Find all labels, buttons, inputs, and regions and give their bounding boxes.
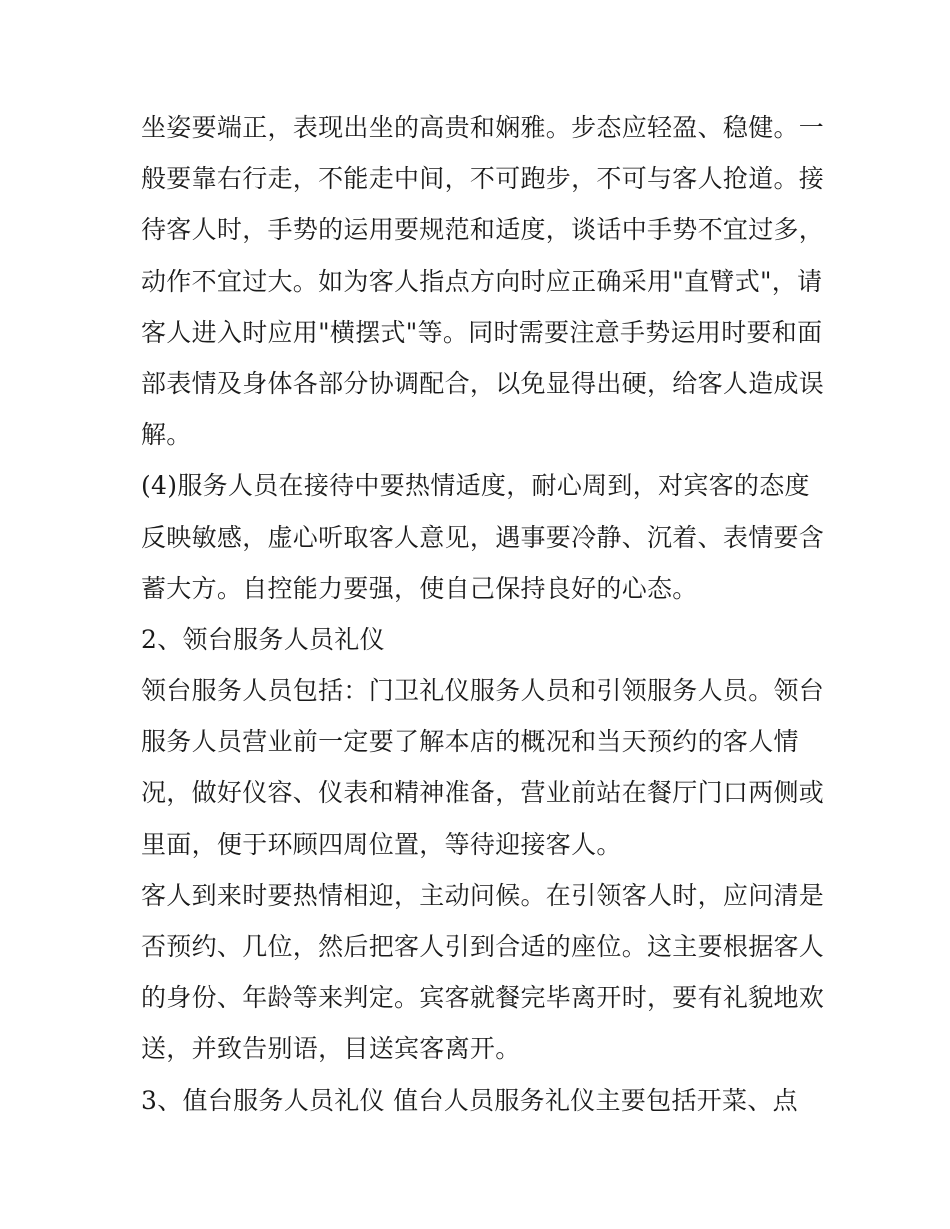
text-line: (4)服务人员在接待中要热情适度，耐心周到，对宾客的态度 bbox=[141, 471, 810, 501]
text-line: 里面，便于环顾四周位置，等待迎接客人。 bbox=[141, 829, 622, 859]
text-line: 蓄大方。自控能力要强，使自己保持良好的心态。 bbox=[141, 573, 698, 603]
text-line: 况，做好仪容、仪表和精神准备，营业前站在餐厅门口两侧或 bbox=[141, 778, 825, 808]
text-line: 动作不宜过大。如为客人指点方向时应正确采用"直臂式"，请 bbox=[141, 266, 823, 296]
text-line: 否预约、几位，然后把客人引到合适的座位。这主要根据客人 bbox=[141, 932, 825, 961]
text-line: 客人进入时应用"横摆式"等。同时需要注意手势运用时要和面 bbox=[141, 317, 823, 347]
text-line: 服务人员营业前一定要了解本店的概况和当天预约的客人情 bbox=[141, 727, 799, 757]
text-line: 的身份、年龄等来判定。宾客就餐完毕离开时，要有礼貌地欢 bbox=[141, 983, 825, 1013]
text-line: 待客人时，手势的运用要规范和适度，谈话中手势不宜过多， bbox=[141, 215, 825, 245]
section-heading: 2、领台服务人员礼仪 bbox=[141, 624, 385, 654]
text-line: 反映敏感，虚心听取客人意见，遇事要冷静、沉着、表情要含 bbox=[141, 522, 825, 552]
text-line: 送，并致告别语，目送宾客离开。 bbox=[141, 1034, 521, 1064]
text-line: 领台服务人员包括：门卫礼仪服务人员和引领服务人员。领台 bbox=[141, 676, 825, 706]
document-body bbox=[141, 102, 825, 1126]
text-line: 坐姿要端正，表现出坐的高贵和娴雅。步态应轻盈、稳健。一 bbox=[141, 113, 825, 142]
section-heading: 3、值台服务人员礼仪 值台人员服务礼仪主要包括开菜、点 bbox=[141, 1085, 798, 1115]
text-line: 解。 bbox=[141, 420, 192, 450]
text-line: 部表情及身体各部分协调配合，以免显得出硬，给客人造成误 bbox=[141, 368, 825, 398]
text-line: 客人到来时要热情相迎，主动问候。在引领客人时，应问清是 bbox=[141, 880, 825, 910]
text-line: 般要靠右行走，不能走中间，不可跑步，不可与客人抢道。接 bbox=[141, 164, 825, 194]
